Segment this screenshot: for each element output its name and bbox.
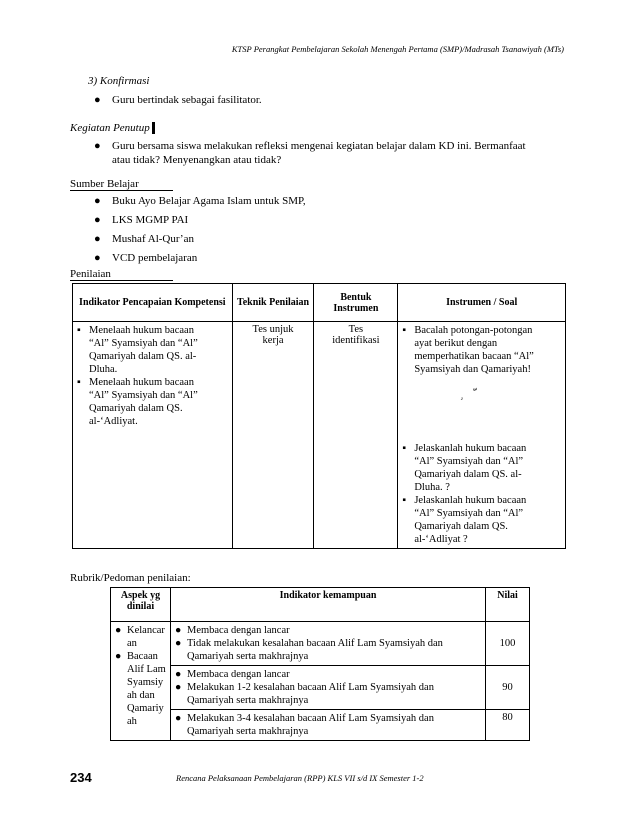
col-aspek: Aspek yg dinilai	[111, 588, 171, 622]
indikator-kemampuan-cell: ● Membaca dengan lancar ● Tidak melakukan kesalahan bacaan Alif Lam Syamsiyah dan Qamariyah serta makhrajnya	[170, 622, 485, 666]
soal-cell: ▪ Bacalah potongan-potongan ayat berikut dengan memperhatikan bacaan “Al” Syamsiyah dan Qamariyah! ۥ ▪ Jelaskanlah hukum bacaan “Al” Syamsiyah dan “Al” Qamariyah dalam QS. al- Dluha. ? ▪ Jelaskanlah hukum bacaan “Al” Syamsiyah dan “Al” Qamariyah dalam QS. al-‘Adliyat ?	[398, 322, 566, 549]
square-bullet-icon: ▪	[77, 325, 81, 336]
col-instrumen: Instrumen / Soal	[398, 284, 566, 322]
teknik-cell: Tes unjuk kerja	[232, 322, 314, 549]
col-indikator: Indikator Pencapaian Kompetensi	[73, 284, 233, 322]
col-bentuk: Bentuk Instrumen	[314, 284, 398, 322]
bullet-icon: ●	[115, 651, 122, 662]
page-number: 234	[70, 770, 92, 785]
konfirmasi-heading: 3) Konfirmasi	[88, 75, 150, 87]
nilai-cell: 80	[486, 710, 530, 741]
indikator-kemampuan-cell: ● Melakukan 3-4 kesalahan bacaan Alif Lam Syamsiyah dan Qamariyah serta makhrajnya	[170, 710, 485, 741]
indikator-cell: ▪ Menelaah hukum bacaan “Al” Syamsiyah dan “Al” Qamariyah dalam QS. al- Dluha. ▪ Menelaah hukum bacaan “Al” Syamsiyah dan “Al” Qamariyah dalam QS. al-‘Adliyat.	[73, 322, 233, 549]
bullet-icon: ●	[94, 252, 101, 264]
square-bullet-icon: ▪	[402, 495, 407, 506]
bullet-icon: ●	[174, 682, 182, 693]
rubrik-heading: Rubrik/Pedoman penilaian:	[70, 572, 191, 584]
bullet-icon: ●	[94, 195, 101, 207]
nilai-cell: 90	[486, 666, 530, 710]
bullet-icon: ●	[94, 140, 101, 152]
indikator-kemampuan-cell: ● Membaca dengan lancar ● Melakukan 1-2 kesalahan bacaan Alif Lam Syamsiyah dan Qamariyah serta makhrajnya	[170, 666, 485, 710]
nilai-cell: 100	[486, 622, 530, 666]
bullet-icon: ●	[174, 669, 182, 680]
bullet-icon: ●	[94, 233, 101, 245]
bullet-icon: ●	[174, 713, 182, 724]
bullet-icon: ●	[115, 625, 122, 636]
bullet-icon: ●	[94, 94, 101, 106]
penilaian-table	[72, 283, 566, 549]
sumber-heading: Sumber Belajar	[70, 178, 173, 191]
col-indikator-kemampuan: Indikator kemampuan	[170, 588, 485, 622]
col-teknik: Teknik Penilaian	[232, 284, 314, 322]
bullet-icon: ●	[174, 638, 182, 649]
col-nilai: Nilai	[486, 588, 530, 622]
square-bullet-icon: ▪	[402, 443, 407, 454]
rubrik-table	[110, 587, 530, 741]
square-bullet-icon: ▪	[402, 325, 407, 336]
bullet-icon: ●	[174, 625, 182, 636]
running-header: KTSP Perangkat Pembelajaran Sekolah Menengah Pertama (SMP)/Madrasah Tsanawiyah (MTs)	[231, 44, 564, 54]
aspek-cell: ● Kelancar an ● Bacaan Alif Lam Syamsiy ah dan Qamariy ah	[111, 622, 171, 741]
bentuk-cell: Tes identifikasi	[314, 322, 398, 549]
penilaian-heading: Penilaian	[70, 268, 173, 281]
penutup-heading: Kegiatan Penutup	[70, 122, 155, 134]
bullet-icon: ●	[94, 214, 101, 226]
arabic-verse-area: ۥ	[460, 394, 463, 405]
square-bullet-icon: ▪	[77, 377, 81, 388]
running-footer: Rencana Pelaksanaan Pembelajaran (RPP) KLS VII s/d IX Semester 1-2	[176, 773, 424, 783]
